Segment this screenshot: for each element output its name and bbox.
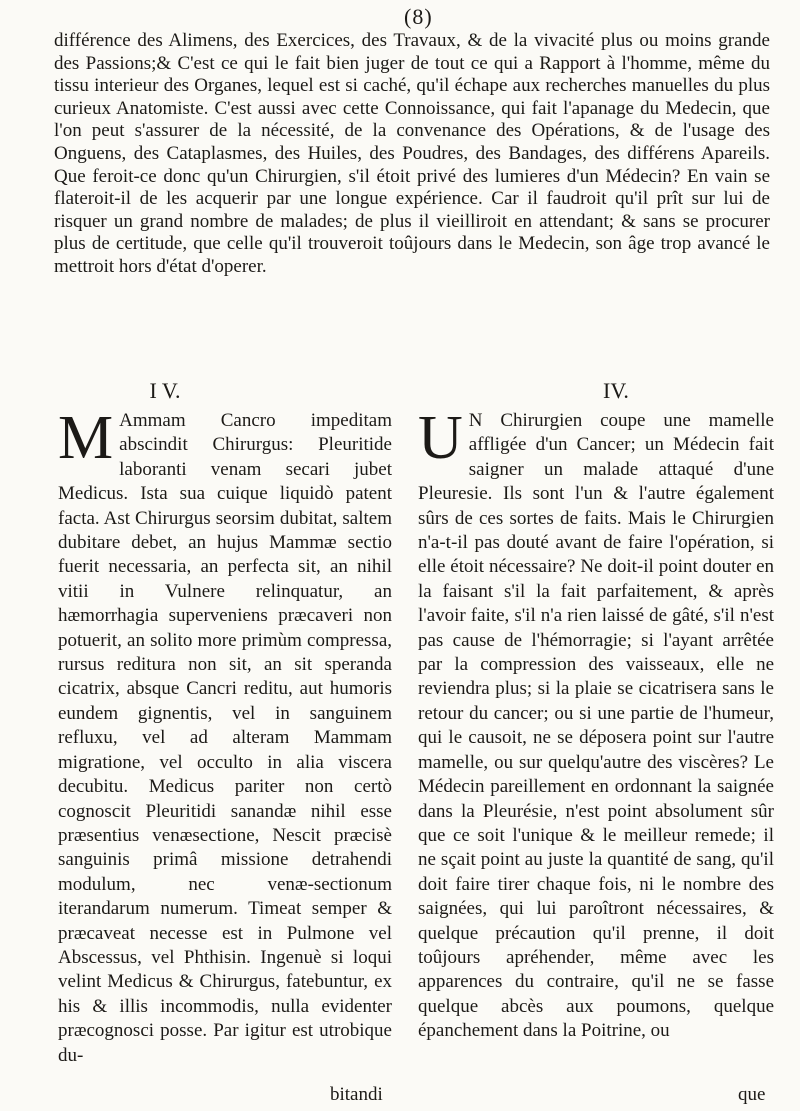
french-section-heading: IV. [603, 378, 629, 403]
french-body: N Chirurgien coupe une mamelle affligée d'un Cancer; un Médecin fait saigner un malade attaqué d'une Pleuresie. Ils sont l'un & l'autre également sûrs de ces sortes de faits. Mais le Chirurgien n'a-t-il pas douté avant de faire l'opération, si elle étoit nécessaire? Ne doit-il point douter en la faisant s'il la fait parfaitement, & après l'avoir faite, s'il n'a rien laissé de gâté, s'il n'est pas cause de l'hémorragie; si l'ayant arrêtée par la compression des vaisseaux, elle ne reviendra plus; si la plaie se cicatrisera sans le retour du cancer; ou si une partie de l'humeur, qui le causoit, ne se déposera point sur l'autre mamelle, ou sur quelqu'autre des viscères? Le Médecin pareillement en ordonnant la saignée dans la Pleurésie, n'est point absolument sûr que ce soit l'unique & le meilleur remede; il ne sçait point au juste la quantité de sang, qu'il doit faire tirer chaque fois, ni le nombre des saignées, qui lui paroîtront nécessaires, & quelque précaution qu'il prenne, il doit toûjours apréhender, même avec les apparences du contraire, qu'il ne se fasse quelque abcès aux poumons, quelque épanchement dans la Poitrine, ou [418, 410, 774, 1042]
page-number: (8) [404, 4, 433, 29]
latin-body: Ammam Cancro impeditam abscindit Chirurgus: Pleuritide laboranti venam secari jubet Medicus. Ista sua cuique liquidò patent facta. Ast Chirurgus seorsim dubitat, saltem dubitare debet, an hujus Mammæ sectio fuerit necessaria, an perfecta sit, an nihil vitii in Vulnere relinquatur, an hæmorrhagia superveniens præcaveri non potuerit, an solito more primùm compressa, rursus reditura non sit, an sit speranda cicatrix, absque Cancri reditu, aut humoris eundem gignentis, vel in sanguinem refluxu, vel ad alteram Mammam migratione, vel occulto in alia viscera decubitu. Medicus pariter non certò cognoscit Pleuritidi sanandæ nihil esse præsentius venæsectione, Nescit præcisè sanguinis primâ missione detrahendi modulum, nec venæ-sectionum iterandarum numerum. Timeat semper & præcaveat necesse est in Pulmone vel Abscessus, vel Phthisin. Ingenuè si loqui velint Medicus & Chirurgus, fatebuntur, ex his & illis incommodis, nulla evidenter præcognosci posse. Par igitur est utrobique du- [58, 410, 392, 1066]
french-column [418, 377, 774, 1044]
latin-catchword: bitandi [330, 1084, 383, 1105]
intro-paragraph: différence des Alimens, des Exercices, des Travaux, & de la vivacité plus ou moins grande des Passions;& C'est ce qui le fait bien juger de tout ce qui a Rapport à l'homme, même du tissu interieur des Organes, lequel est si caché, qu'il échape aux recherches manuelles du plus curieux Anatomiste. C'est aussi avec cette Connoissance, qui fait l'apanage du Medecin, que l'on peut s'assurer de la nécessité, de la convenance des Opérations, & de l'usage des Onguens, des Cataplasmes, des Huiles, des Poudres, des Bandages, des différens Apareils. Que feroit-ce donc qu'un Chirurgien, s'il étoit privé des lumieres d'un Médecin? En vain se flateroit-il de les acquerir par une longue expérience. Car il faudroit qu'il prît sur lui de risquer un grand nombre de malades; de plus il vieilliroit en attendant; & sans se procurer plus de certitude, que celle qu'il trouveroit toûjours dans le Medecin, son âge trop avancé le mettroit hors d'état d'operer. [54, 30, 770, 277]
french-text [418, 404, 774, 1044]
latin-section-heading: I V. [149, 378, 181, 403]
french-drop-cap: U [418, 404, 463, 472]
latin-drop-cap: M [58, 404, 114, 472]
latin-column [58, 377, 392, 1068]
french-catchword: que [738, 1084, 766, 1105]
latin-text [58, 404, 392, 1068]
